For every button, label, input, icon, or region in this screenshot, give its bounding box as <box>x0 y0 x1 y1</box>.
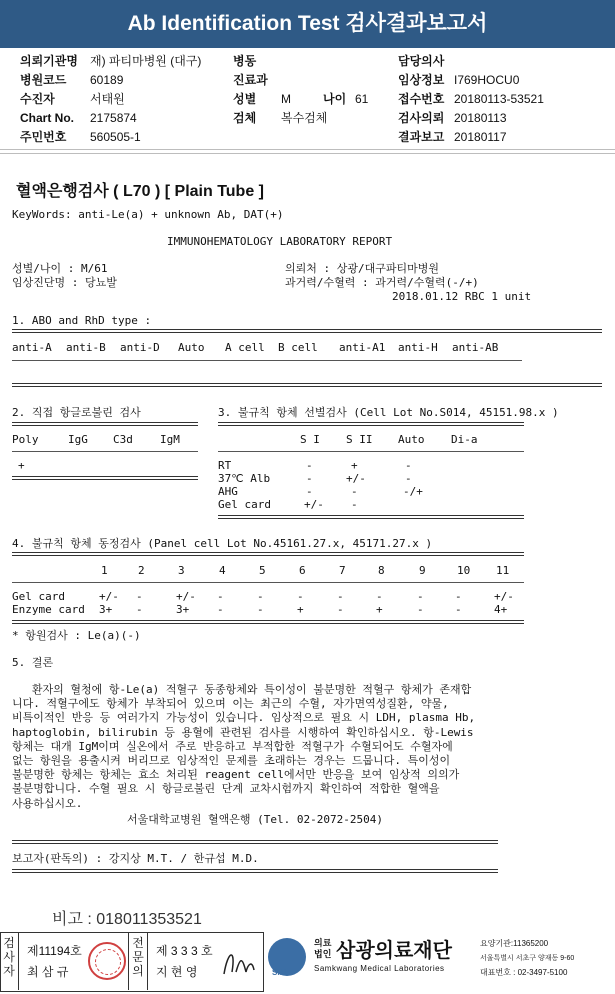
label-department: 진료과 <box>233 73 268 87</box>
value-chart-no: 2175874 <box>90 111 137 125</box>
rule <box>12 451 198 452</box>
rule <box>12 552 524 556</box>
abo-h-auto: Auto <box>178 341 205 354</box>
header-col1 <box>20 52 201 147</box>
value-request-date: 20180113 <box>454 111 507 125</box>
screen-h-dia: Di-a <box>451 433 478 446</box>
panel-cell-value: - <box>337 590 344 603</box>
rule <box>218 451 524 452</box>
rule <box>12 869 498 873</box>
abo-title: 1. ABO and RhD type : <box>12 314 152 327</box>
label-doctor: 담당의사 <box>398 54 445 68</box>
panel-cell-number: 9 <box>419 564 426 577</box>
screen-h-auto: Auto <box>398 433 425 446</box>
panel-cell-value: 4+ <box>494 603 508 616</box>
label-report-date: 결과보고 <box>398 130 445 144</box>
conclusion-line: 니다. 적혈구에도 항체가 부착되어 있으며 이는 최근의 수혈, 자가면역성질환, 약물, <box>12 697 449 711</box>
diagnosis: 임상진단명 : 당뇨발 <box>12 276 117 289</box>
dat-title: 2. 직접 항글로불린 검사 <box>12 406 141 419</box>
abo-h-b-cell: B cell <box>278 341 318 354</box>
dat-value-poly: + <box>18 459 25 472</box>
report-title: Ab Identification Test 검사결과보고서 <box>0 0 615 48</box>
screen-cell: - <box>405 459 412 472</box>
panel-cell-number: 5 <box>259 564 266 577</box>
panel-cell-value: +/- <box>494 590 514 603</box>
rule <box>218 422 524 426</box>
screen-cell: + <box>351 459 358 472</box>
panel-cell-value: - <box>136 603 143 616</box>
rule <box>12 582 524 583</box>
conclusion-line: 항체는 대개 IgM이며 실온에서 주로 반응하고 부적합한 적혈구가 수혈되어도 수혈자에 <box>12 739 453 753</box>
header-divider <box>0 149 615 150</box>
screen-cell: - <box>306 485 313 498</box>
abo-h-anti-d: anti-D <box>120 341 160 354</box>
panel-cell-value: + <box>297 603 304 616</box>
conclusion-line: 불분명합니다. 수혈 필요 시 항글로불린 단계 교차시험까지 확인하여 적합한 혈액을 <box>12 782 440 796</box>
conclusion-line: haptoglobin, bilirubin 등 용혈에 관련된 검사를 시행하여 확인하십시오. 항-Lewis <box>12 725 474 739</box>
panel-cell-number: 7 <box>339 564 346 577</box>
screen-row-label: Gel card <box>218 498 271 511</box>
label-specimen: 검체 <box>233 111 257 125</box>
specialist-no: 제 3 3 3 호 <box>156 944 213 958</box>
panel-cell-value: - <box>376 590 383 603</box>
antigen-test: * 항원검사 : Le(a)(-) <box>12 629 141 642</box>
inspector-label: 검사자 <box>3 936 15 978</box>
dat-h-poly: Poly <box>12 433 39 446</box>
screen-row-label: RT <box>218 459 232 472</box>
panel-cell-value: +/- <box>99 590 119 603</box>
label-hospital-code: 병원코드 <box>20 73 67 87</box>
value-report-date: 20180117 <box>454 130 507 144</box>
panel-cell-value: - <box>136 590 143 603</box>
screen-h-sii: S II <box>346 433 373 446</box>
value-patient: 서태원 <box>90 92 125 106</box>
label-age: 나이 <box>323 92 347 106</box>
rule <box>12 840 498 844</box>
label-chart-no: Chart No. <box>20 111 74 125</box>
panel-cell-value: +/- <box>176 590 196 603</box>
label-requester: 의뢰기관명 <box>20 54 78 68</box>
abo-h-anti-a: anti-A <box>12 341 52 354</box>
dat-h-igm: IgM <box>160 433 180 446</box>
label-resident-no: 주민번호 <box>20 130 67 144</box>
screen-row-label: AHG <box>218 485 238 498</box>
sml-badge: SML <box>272 968 289 977</box>
screen-cell: -/+ <box>403 485 423 498</box>
contact-3: 대표번호 : 02-3497-5100 <box>480 968 568 977</box>
panel-cell-number: 4 <box>219 564 226 577</box>
value-clinical-info: I769HOCU0 <box>454 73 520 87</box>
panel-cell-value: - <box>417 590 424 603</box>
abo-h-anti-h: anti-H <box>398 341 438 354</box>
dat-h-igg: IgG <box>68 433 88 446</box>
conclusion-line: 비특이적인 반응 등 여러가지 가능성이 있습니다. 임상적으로 필요 시 LDH, plasma Hb, <box>12 711 476 725</box>
conclusion-line: 사용하십시오. <box>12 796 83 810</box>
value-hospital-code: 60189 <box>90 73 124 87</box>
dat-h-c3d: C3d <box>113 433 133 446</box>
rule <box>12 422 198 426</box>
screen-cell: - <box>405 472 412 485</box>
screen-cell: - <box>351 498 358 511</box>
remarks: 비고 : 018011353521 <box>52 911 202 928</box>
history-detail: 2018.01.12 RBC 1 unit <box>392 290 532 303</box>
label-sex: 성별 <box>233 92 257 106</box>
org-subtitle: Samkwang Medical Laboratories <box>314 964 445 973</box>
contact-2: 서울특별시 서초구 양재동 9-60 <box>480 955 575 962</box>
panel-cell-value: 3+ <box>99 603 113 616</box>
inspector-no: 제11194호 <box>27 944 82 958</box>
panel-cell-value: - <box>455 590 462 603</box>
rule <box>218 515 524 519</box>
panel-cell-value: + <box>376 603 383 616</box>
org-small-1: 의료 <box>314 938 332 948</box>
label-request-date: 검사의뢰 <box>398 111 445 125</box>
label-ward: 병동 <box>233 54 257 68</box>
inspector-name: 최 삼 규 <box>27 965 69 979</box>
conclusion-line: 환자의 혈청에 항-Le(a) 적혈구 동종항체와 특이성이 불분명한 적혈구 항체가 존재합 <box>12 683 472 696</box>
label-patient: 수진자 <box>20 92 55 106</box>
panel-cell-number: 6 <box>299 564 306 577</box>
panel-cell-value: - <box>257 603 264 616</box>
specialist-name: 지 현 영 <box>156 965 198 979</box>
panel-cell-number: 10 <box>457 564 471 577</box>
keywords: KeyWords: anti-Le(a) + unknown Ab, DAT(+) <box>12 208 284 221</box>
value-receipt-no: 20180113-53521 <box>454 92 544 106</box>
org-small-2: 법인 <box>314 949 332 959</box>
header-col2 <box>233 52 368 128</box>
rule <box>12 383 602 387</box>
specialist-signature <box>218 942 258 982</box>
panel-cell-number: 1 <box>101 564 108 577</box>
panel-cell-number: 3 <box>178 564 185 577</box>
conclusion-title: 5. 결론 <box>12 656 54 669</box>
lab-report-title: IMMUNOHEMATOLOGY LABORATORY REPORT <box>167 235 393 248</box>
screen-row-label: 37℃ Alb <box>218 472 271 485</box>
abo-h-a-cell: A cell <box>225 341 265 354</box>
conclusion-text <box>12 683 475 811</box>
screen-cell: - <box>306 459 313 472</box>
screen-title: 3. 불규칙 항체 선별검사 (Cell Lot No.S014, 45151.98.x ) <box>218 406 559 419</box>
panel-cell-value: - <box>257 590 264 603</box>
rule <box>12 329 602 333</box>
panel-cell-number: 2 <box>138 564 145 577</box>
inspector-seal <box>88 942 126 980</box>
rule <box>12 476 198 480</box>
panel-cell-value: - <box>217 590 224 603</box>
contact-1: 요양기관:11365200 <box>480 939 549 948</box>
panel-cell-value: - <box>297 590 304 603</box>
panel-cell-value: - <box>455 603 462 616</box>
panel-cell-value: - <box>217 603 224 616</box>
reporter: 보고자(판독의) : 강지상 M.T. / 한규섭 M.D. <box>12 852 259 865</box>
history: 과거력/수혈력 : 과거력/수혈력(-/+) <box>285 276 479 289</box>
header-col3 <box>398 52 544 147</box>
panel-row-label: Gel card <box>12 590 65 603</box>
panel-cell-value: - <box>417 603 424 616</box>
panel-title: 4. 불규칙 항체 동정검사 (Panel cell Lot No.45161.27.x, 45171.27.x ) <box>12 537 433 550</box>
footer <box>0 930 615 994</box>
screen-cell: - <box>306 472 313 485</box>
panel-cell-number: 8 <box>378 564 385 577</box>
panel-cell-number: 11 <box>496 564 510 577</box>
requester: 의뢰처 : 상광/대구파티마병원 <box>285 262 440 275</box>
label-clinical-info: 임상정보 <box>398 73 445 87</box>
value-requester: 재) 파티마병원 (대구) <box>90 54 202 68</box>
value-resident-no: 560505-1 <box>90 130 141 144</box>
org-name: 삼광의료재단 <box>336 940 452 962</box>
abo-h-anti-ab: anti-AB <box>452 341 499 354</box>
screen-cell: +/- <box>346 472 366 485</box>
section-title: 혈액은행검사 ( L70 ) [ Plain Tube ] <box>16 183 265 200</box>
abo-h-anti-b: anti-B <box>66 341 106 354</box>
value-specimen: 복수검체 <box>281 111 328 125</box>
conclusion-line: 불분명한 항체는 항체는 효소 처리된 reagent cell에서만 반응을 보여 임상적 의의가 <box>12 768 460 782</box>
label-receipt-no: 접수번호 <box>398 92 445 106</box>
blood-bank: 서울대학교병원 혈액은행 (Tel. 02-2072-2504) <box>127 813 383 826</box>
rule <box>12 360 522 361</box>
sex-age: 성별/나이 : M/61 <box>12 262 108 275</box>
conclusion-line: 없는 항원을 용출시켜 버리므로 임상적인 문제를 초래하는 경우는 드뭅니다. 특이성이 <box>12 754 451 768</box>
abo-h-anti-a1: anti-A1 <box>339 341 386 354</box>
screen-cell: - <box>351 485 358 498</box>
screen-h-si: S I <box>300 433 320 446</box>
value-sex: M <box>281 92 291 106</box>
value-age: 61 <box>355 92 369 106</box>
panel-cell-value: 3+ <box>176 603 190 616</box>
screen-cell: +/- <box>304 498 324 511</box>
header-divider-2 <box>0 153 615 154</box>
panel-cell-value: - <box>337 603 344 616</box>
rule <box>12 620 524 624</box>
panel-row-label: Enzyme card <box>12 603 85 616</box>
specialist-label: 전문의 <box>132 936 144 978</box>
